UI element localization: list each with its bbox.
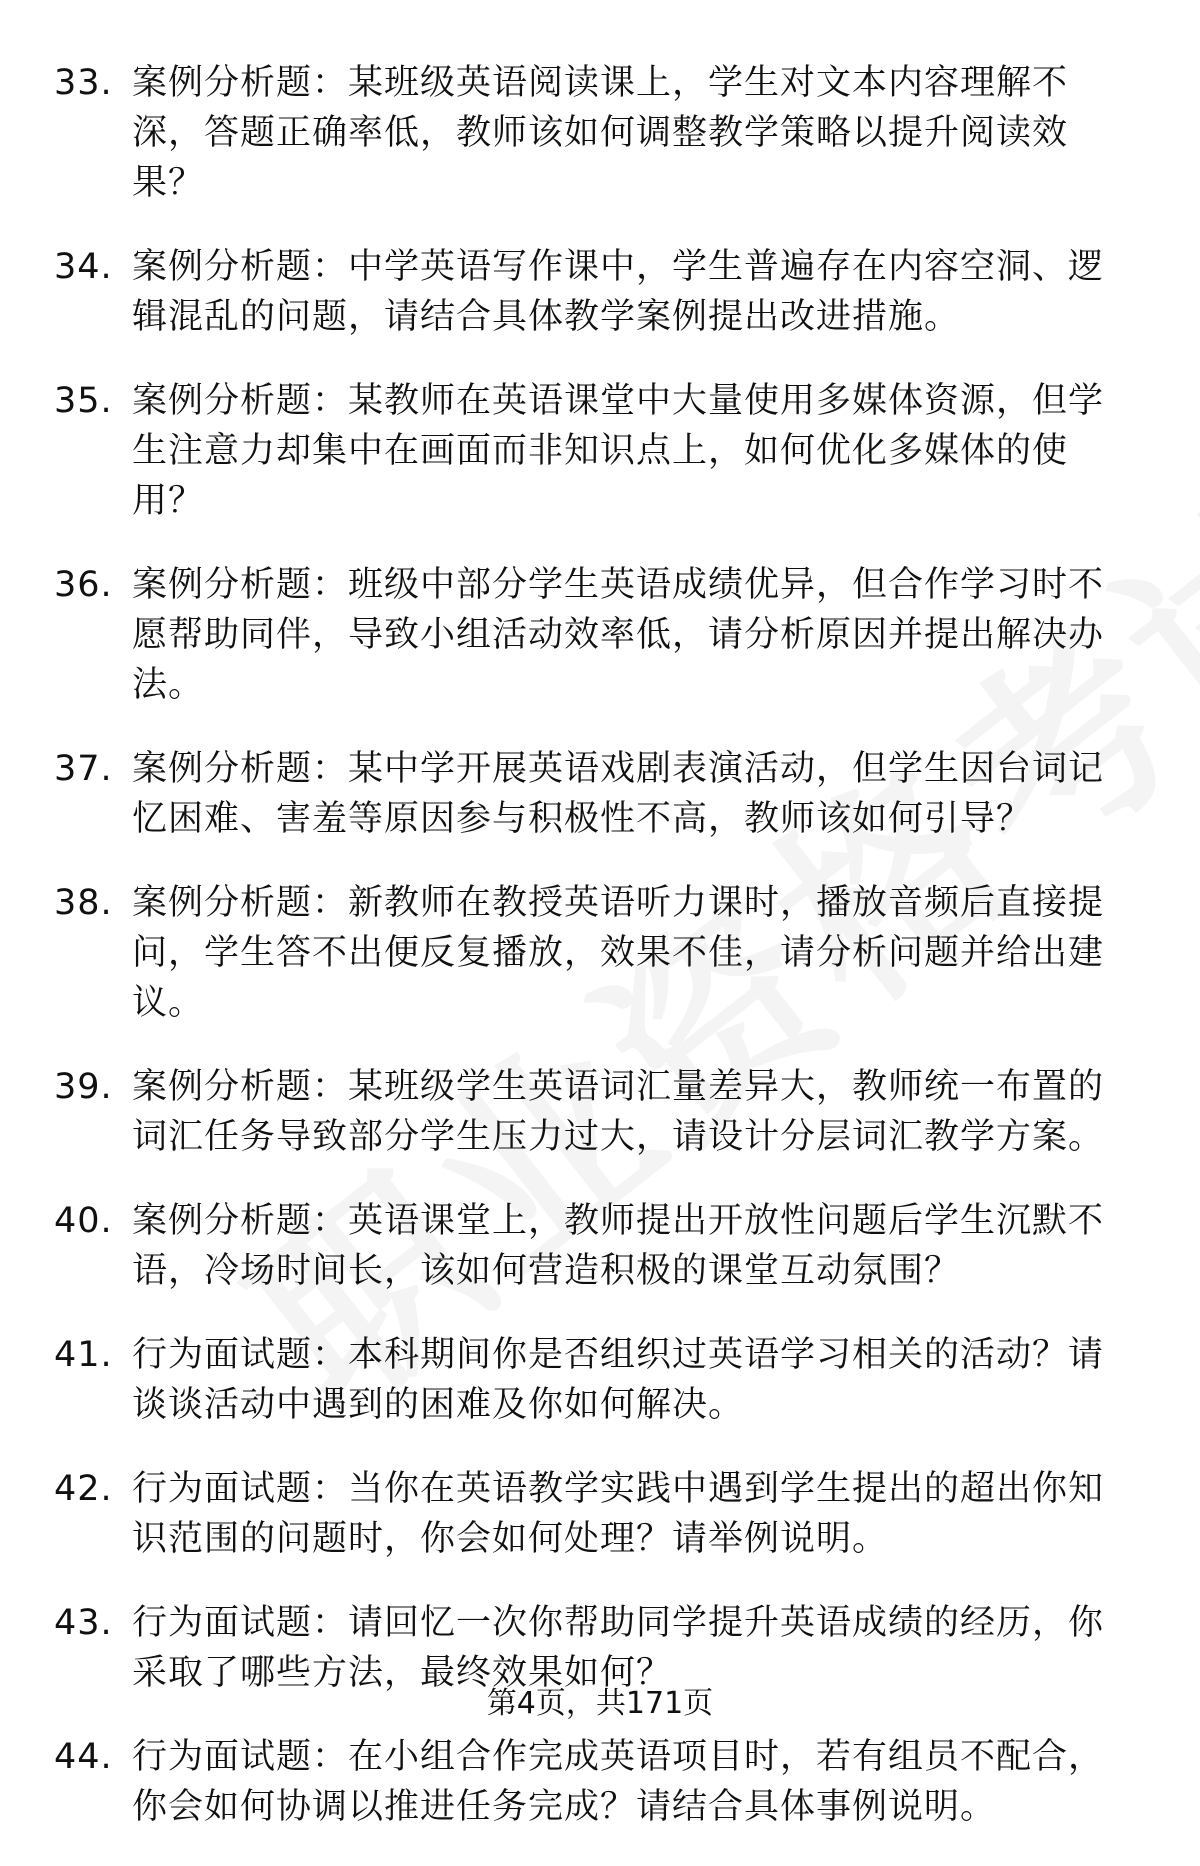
page-number-footer: 第4页，共171页 (486, 1686, 714, 1721)
question-item (0, 376, 1200, 526)
question-number: 37. (54, 749, 113, 789)
question-text: 案例分析题：某班级学生英语词汇量差异大，教师统一布置的词汇任务导致部分学生压力过大，请设计分层词汇教学方案。 (132, 1067, 1105, 1157)
question-item (0, 1330, 1200, 1430)
question-text: 行为面试题：在小组合作完成英语项目时，若有组员不配合，你会如何协调以推进任务完成？请结合具体事例说明。 (132, 1737, 1105, 1827)
question-text: 案例分析题：新教师在教授英语听力课时，播放音频后直接提问，学生答不出便反复播放，效果不佳，请分析问题并给出建议。 (132, 883, 1105, 1023)
question-item (0, 58, 1200, 208)
question-item (0, 1062, 1200, 1162)
question-number: 40. (54, 1201, 113, 1241)
question-text: 行为面试题：本科期间你是否组织过英语学习相关的活动？请谈谈活动中遇到的困难及你如何解决。 (132, 1335, 1105, 1425)
question-text: 案例分析题：班级中部分学生英语成绩优异，但合作学习时不愿帮助同伴，导致小组活动效率低，请分析原因并提出解决办法。 (132, 565, 1105, 705)
question-number: 34. (54, 247, 113, 287)
question-item (0, 1196, 1200, 1296)
question-item (0, 242, 1200, 342)
question-item (0, 560, 1200, 710)
question-list (0, 58, 1200, 1866)
question-item (0, 1732, 1200, 1832)
question-text: 案例分析题：英语课堂上，教师提出开放性问题后学生沉默不语，冷场时间长，该如何营造积极的课堂互动氛围？ (132, 1201, 1105, 1291)
question-text: 行为面试题：当你在英语教学实践中遇到学生提出的超出你知识范围的问题时，你会如何处理？请举例说明。 (132, 1469, 1105, 1559)
question-item (0, 878, 1200, 1028)
question-text: 案例分析题：某中学开展英语戏剧表演活动，但学生因台词记忆困难、害羞等原因参与积极性不高，教师该如何引导？ (132, 749, 1105, 839)
question-text: 行为面试题：请回忆一次你帮助同学提升英语成绩的经历，你采取了哪些方法，最终效果如何？ (132, 1603, 1105, 1693)
question-text: 案例分析题：某教师在英语课堂中大量使用多媒体资源，但学生注意力却集中在画面而非知识点上，如何优化多媒体的使用？ (132, 381, 1105, 521)
question-item (0, 1464, 1200, 1564)
question-number: 33. (54, 63, 113, 103)
question-number: 38. (54, 883, 113, 923)
question-text: 案例分析题：中学英语写作课中，学生普遍存在内容空洞、逻辑混乱的问题，请结合具体教学案例提出改进措施。 (132, 247, 1105, 337)
question-number: 41. (54, 1335, 113, 1375)
question-number: 35. (54, 381, 113, 421)
question-number: 39. (54, 1067, 113, 1107)
question-number: 43. (54, 1603, 113, 1643)
question-item (0, 744, 1200, 844)
question-number: 44. (54, 1737, 113, 1777)
question-text: 案例分析题：某班级英语阅读课上，学生对文本内容理解不深，答题正确率低，教师该如何调整教学策略以提升阅读效果？ (132, 63, 1069, 203)
question-number: 42. (54, 1469, 113, 1509)
question-number: 36. (54, 565, 113, 605)
question-item (0, 1598, 1200, 1698)
